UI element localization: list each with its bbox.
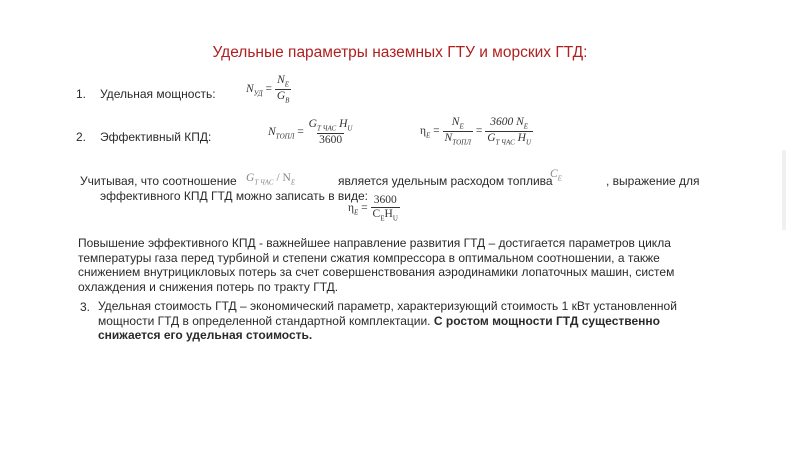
para1-middle: является удельным расходом топлива (338, 174, 553, 188)
para3-number: 3. (80, 300, 91, 314)
formula-specific-power: $N_{УД}$ = $\frac{N_E}{G_B}$ (246, 74, 290, 105)
para2: Повышение эффективного КПД - важнейшее направление развития ГТД – достигается параметров цикла температуры газа перед турбиной и степени сжатия компрессора в оптимальном соотношении, а также снижением внутрицикловых потерь за счет совершенствования аэродинамики лопаточных машин, систем охлаждения и снижения потерь по тракту ГТД. (78, 236, 675, 294)
decorative-bar (782, 150, 786, 230)
fraction: $\frac{3600}{C_EH_U}$ (372, 194, 398, 222)
para3: Удельная стоимость ГТД – экономический параметр, характеризующий стоимость 1 кВт установленной мощности ГТД в определенной стандартной комплектации. С ростом мощности ГТД существенно снижается его удельная стоимость. (98, 299, 677, 342)
formula-efficiency: $\eta_E$ = $\frac{N_E}{N_{ТОПЛ}}$ = $\frac{3600 N_E}{G_{Т ЧАС} H_U}$ (420, 116, 532, 147)
para1-start: Учитывая, что соотношение (80, 174, 237, 188)
para1-end: , выражение для (606, 174, 700, 188)
formula-fuel-power: $N_{ТОПЛ}$ = $\frac{G_{Т ЧАС} H_U}{3600}$ (268, 118, 353, 146)
formula-efficiency-final: $\eta_E$ = $\frac{3600}{C_EH_U}$ (348, 194, 398, 222)
fraction: $\frac{3600 N_E}{G_{Т ЧАС} H_U}$ (487, 116, 532, 147)
fraction: $\frac{G_{Т ЧАС} H_U}{3600}$ (308, 118, 353, 146)
item-1-label: Удельная мощность: (100, 87, 216, 101)
item-1-number: 1. (76, 87, 87, 101)
item-2-label: Эффективный КПД: (100, 130, 212, 144)
slide-title: Удельные параметры наземных ГТУ и морских ГТД: (212, 44, 588, 61)
fraction: $\frac{N_E}{N_{ТОПЛ}}$ (444, 116, 471, 147)
para1-line2: эффективного КПД ГТД можно записать в виде: (100, 189, 369, 203)
inline-ce: $C_E$ (550, 168, 562, 183)
item-2-number: 2. (76, 130, 87, 144)
fraction: $\frac{N_E}{G_B}$ (276, 74, 290, 105)
inline-ratio: $G_{Т ЧАС} / N_E$ (246, 172, 296, 187)
